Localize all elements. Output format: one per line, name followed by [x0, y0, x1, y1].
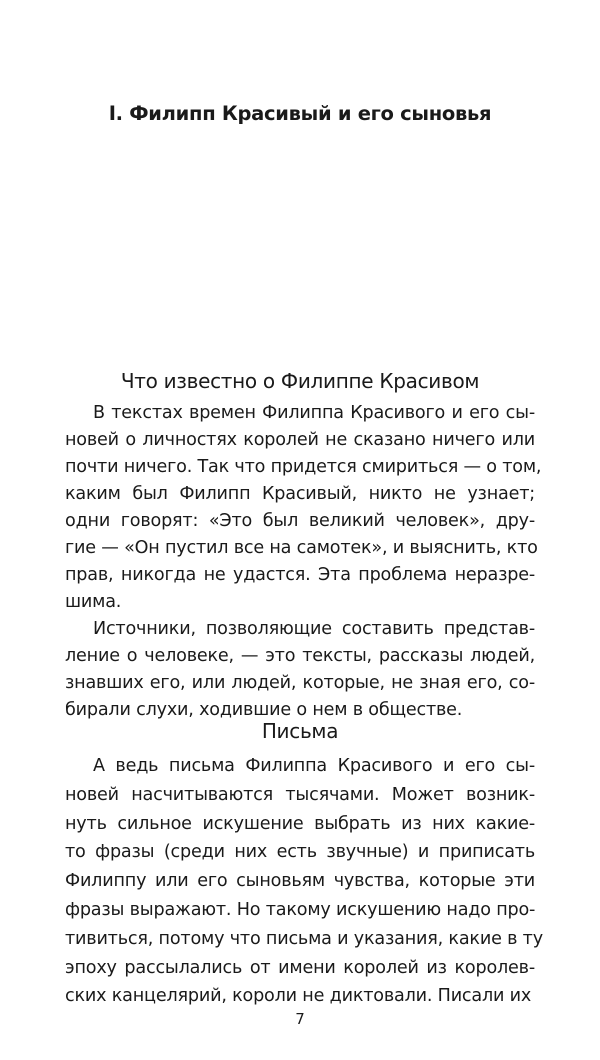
paragraph: [65, 752, 543, 1011]
text-line: ских канцелярий, короли не диктовали. Писали их: [65, 986, 532, 1007]
paragraph: [65, 400, 542, 616]
text-line: бирали слухи, ходившие о нем в обществе.: [65, 700, 463, 720]
text-line: гие — «Он пустил все на самотек», и выяснить, кто: [65, 538, 538, 558]
text-line: эпоху рассылались от имени королей из королев-: [65, 957, 535, 978]
text-line: Филиппу или его сыновьям чувства, которые эти: [65, 871, 535, 892]
text-line: новей насчитываются тысячами. Может возник-: [65, 784, 535, 805]
text-line: ление о человеке, — это тексты, рассказы людей,: [65, 646, 535, 666]
text-line: шима.: [65, 592, 122, 612]
text-line: Источники, позволяющие составить представ-: [93, 619, 535, 639]
text-line: тивиться, потому что письма и указания, какие в ту: [65, 928, 543, 949]
text-line: почти ничего. Так что придется смириться — о том,: [65, 457, 542, 477]
section-body-letters: [65, 752, 543, 1011]
paragraph: [65, 616, 535, 724]
text-line: одни говорят: «Это был великий человек», дру-: [65, 511, 535, 531]
text-line: прав, никогда не удастся. Эта проблема неразре-: [65, 565, 535, 585]
text-line: нуть сильное искушение выбрать из них какие-: [65, 813, 535, 834]
text-line: фразы выражают. Но такому искушению надо про-: [65, 899, 536, 920]
section-heading-philip: Что известно о Филиппе Красивом: [120, 369, 480, 393]
section-heading-letters: Письма: [261, 719, 339, 743]
text-line: то фразы (среди них есть звучные) и приписать: [65, 842, 535, 863]
text-line: А ведь письма Филиппа Красивого и его сы-: [93, 756, 535, 776]
text-line: новей о личностях королей не сказано ничего или: [65, 430, 535, 450]
text-line: В текстах времен Филиппа Красивого и его сы-: [93, 403, 535, 423]
section-body-philip: [65, 400, 542, 724]
text-line: каким был Филипп Красивый, никто не узнает;: [65, 484, 535, 504]
text-line: знавших его, или людей, которые, не зная его, со-: [65, 673, 535, 693]
page-number: 7: [295, 1010, 305, 1028]
chapter-title: I. Филипп Красивый и его сыновья: [108, 102, 492, 125]
